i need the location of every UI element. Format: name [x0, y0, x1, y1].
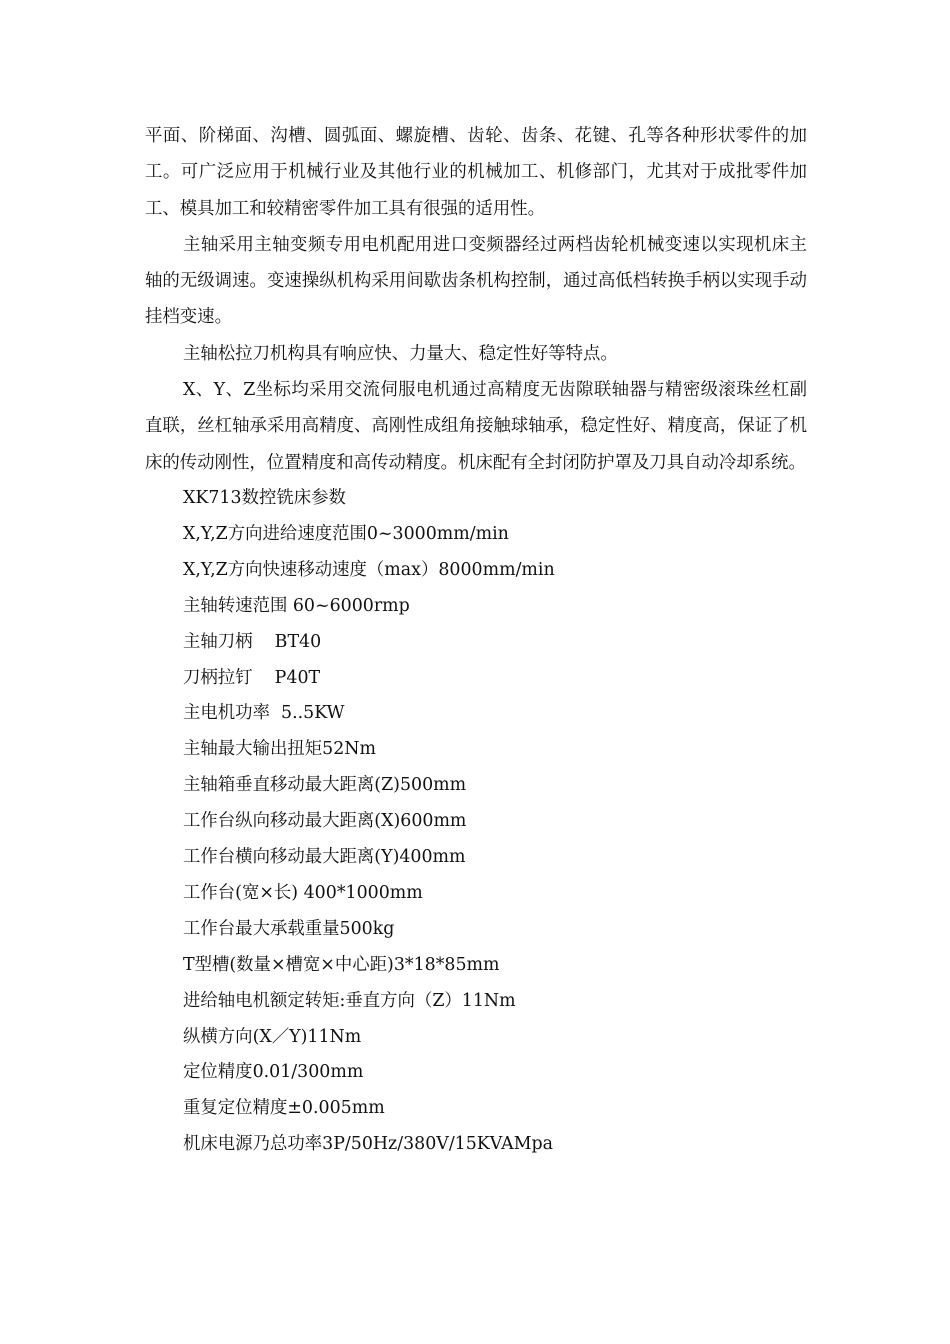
spec-item: 重复定位精度±0.005mm	[183, 1098, 385, 1119]
spec-item: 主轴转速范围 60~6000rmp	[183, 595, 410, 616]
spec-item: T型槽(数量×槽宽×中心距)3*18*85mm	[183, 954, 500, 975]
spec-item: 主电机功率 5..5KW	[183, 703, 345, 724]
spec-item: 主轴刀柄 BT40	[183, 631, 322, 652]
spec-item: X,Y,Z方向进给速度范围0~3000mm/min	[183, 523, 509, 544]
spec-item: 主轴箱垂直移动最大距离(Z)500mm	[183, 775, 467, 796]
spec-heading: XK713数控铣床参数	[183, 487, 346, 508]
paragraph-axes: X、Y、Z坐标均采用交流伺服电机通过高精度无齿隙联轴器与精密级滚珠丝杠副直联，丝杠轴承采用高精度、高刚性成组角接触球轴承，稳定性好、精度高，保证了机床的传动刚性，位置精度和高传动精度。机床配有全封闭防护罩及刀具自动冷却系统。	[145, 380, 807, 473]
spec-item: 工作台横向移动最大距离(Y)400mm	[183, 847, 466, 868]
spec-item: X,Y,Z方向快速移动速度（max）8000mm/min	[183, 559, 555, 580]
spec-item: 工作台最大承载重量500kg	[183, 918, 395, 939]
spec-item: 工作台纵向移动最大距离(X)600mm	[183, 811, 467, 832]
spec-item: 定位精度0.01/300mm	[183, 1062, 364, 1083]
document-body	[145, 118, 807, 1163]
paragraph-spindle-drive: 主轴采用主轴变频专用电机配用进口变频器经过两档齿轮机械变速以实现机床主轴的无级调速。变速操纵机构采用间歇齿条机构控制，通过高低档转换手柄以实现手动挂档变速。	[145, 234, 807, 328]
spec-item: 刀柄拉钉 P40T	[183, 667, 321, 688]
paragraph-tool-clamp: 主轴松拉刀机构具有响应快、力量大、稳定性好等特点。	[183, 343, 618, 364]
spec-item: 工作台(宽×长) 400*1000mm	[183, 882, 423, 903]
spec-item: 进给轴电机额定转矩:垂直方向（Z）11Nm	[183, 990, 516, 1011]
paragraph-application: 平面、阶梯面、沟槽、圆弧面、螺旋槽、齿轮、齿条、花键、孔等各种形状零件的加工。可广泛应用于机械行业及其他行业的机械加工、机修部门，尤其对于成批零件加工、模具加工和较精密零件加工具有很强的适用性。	[145, 126, 807, 219]
spec-item: 主轴最大输出扭矩52Nm	[183, 739, 376, 760]
spec-item: 纵横方向(X／Y)11Nm	[183, 1026, 362, 1047]
spec-item: 机床电源乃总功率3P/50Hz/380V/15KVAMpa	[183, 1134, 554, 1155]
